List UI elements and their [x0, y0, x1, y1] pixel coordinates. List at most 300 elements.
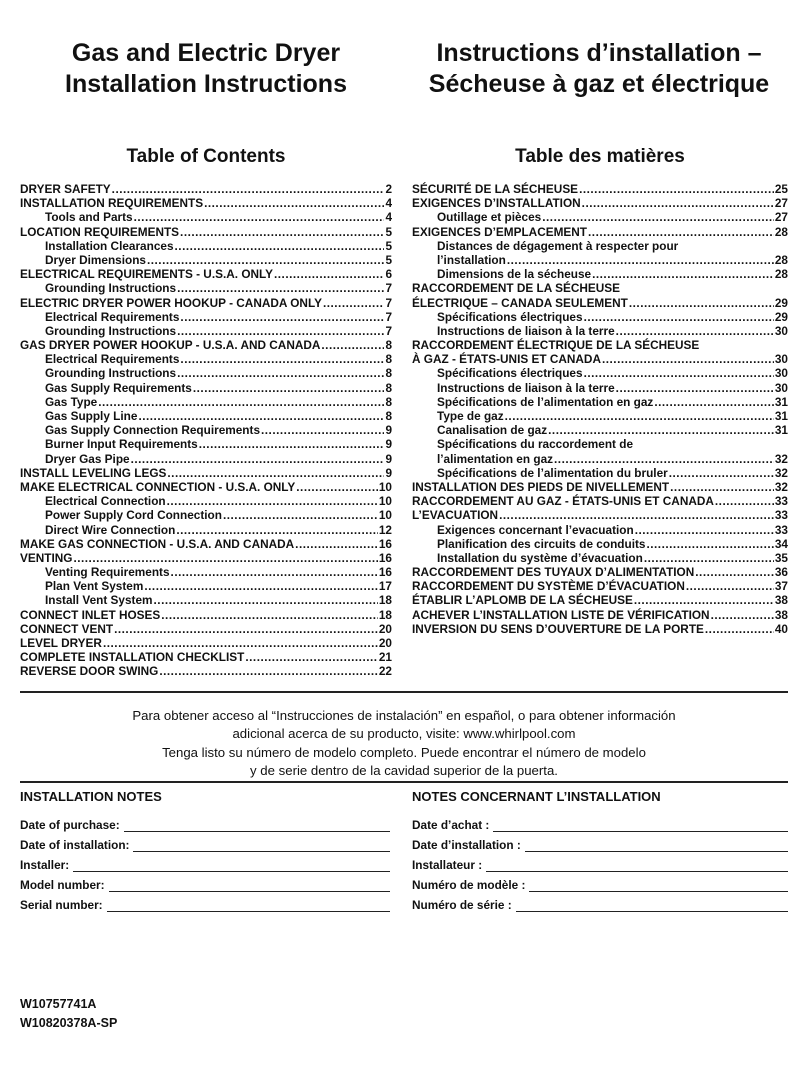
access-notice-line-4: y de serie dentro de la cavidad superior de la puerta. [250, 762, 558, 778]
note-field-label: Model number: [20, 878, 105, 892]
installation-notes-fields-french [412, 812, 788, 912]
toc-entry-page: 16 [378, 550, 392, 565]
toc-entry [20, 565, 392, 579]
toc-entry-page: 27 [774, 196, 788, 211]
toc-entry-page: 8 [385, 366, 392, 381]
note-field-blank-line [529, 881, 788, 892]
toc-entry-title: EXIGENCES D’EMPLACEMENT [412, 224, 588, 239]
toc-entry-page: 2 [385, 182, 392, 196]
toc-entry-page: 10 [378, 508, 392, 523]
toc-leader-dots [161, 608, 378, 622]
toc-leader-dots [147, 253, 384, 267]
toc-entry [20, 551, 392, 565]
toc-entry-title: SÉCURITÉ DE LA SÉCHEUSE [412, 182, 579, 196]
toc-leader-dots [114, 622, 378, 636]
toc-entry-title: RACCORDEMENT DES TUYAUX D’ALIMENTATION [412, 565, 695, 580]
part-numbers [20, 995, 117, 1033]
note-field-label: Date of installation: [20, 838, 130, 852]
toc-entry-title: Planification des circuits de conduits [437, 536, 646, 551]
toc-entry-title: GAS DRYER POWER HOOKUP - U.S.A. AND CANADA [20, 338, 321, 353]
toc-list-french [412, 182, 788, 636]
toc-entry [20, 608, 392, 622]
toc-entry-page: 8 [385, 380, 392, 395]
note-field-label: Date d’achat : [412, 818, 490, 832]
toc-entry [412, 452, 788, 466]
toc-entry [412, 508, 788, 522]
toc-leader-dots [695, 565, 774, 579]
toc-entry-title: COMPLETE INSTALLATION CHECKLIST [20, 650, 245, 665]
toc-leader-dots [199, 437, 385, 451]
note-field-blank-line [73, 861, 390, 872]
toc-leader-dots [644, 551, 774, 565]
toc-entry [20, 239, 392, 253]
toc-entry-page: 4 [385, 196, 392, 211]
toc-entry-title: EXIGENCES D’INSTALLATION [412, 196, 581, 211]
toc-entry [412, 523, 788, 537]
toc-entry [20, 537, 392, 551]
toc-leader-dots [112, 182, 385, 196]
toc-leader-dots [669, 466, 774, 480]
note-field-label: Date of purchase: [20, 818, 120, 832]
toc-entry-page: 20 [378, 621, 392, 636]
toc-entry-page: 25 [774, 182, 788, 196]
toc-entry [412, 196, 788, 210]
toc-entry [412, 395, 788, 409]
toc-entry-page: 30 [774, 380, 788, 395]
note-field-blank-line [486, 861, 788, 872]
toc-leader-dots [295, 537, 378, 551]
title-english-line-2: Installation Instructions [65, 70, 347, 98]
toc-entry-title: RACCORDEMENT ÉLECTRIQUE DE LA SÉCHEUSE [412, 338, 700, 353]
toc-entry [412, 239, 788, 253]
toc-entry-title: Type de gaz [437, 409, 504, 423]
toc-leader-dots [616, 324, 774, 338]
toc-entry [412, 622, 788, 636]
toc-entry-title: À GAZ - ÉTATS-UNIS ET CANADA [412, 352, 601, 367]
toc-entry-page: 8 [385, 352, 392, 367]
toc-entry-page: 37 [774, 579, 788, 594]
toc-entry-title: Dryer Gas Pipe [45, 451, 130, 466]
toc-list-english [20, 182, 392, 679]
toc-leader-dots [507, 253, 774, 267]
toc-entry-title: RACCORDEMENT DE LA SÉCHEUSE [412, 281, 620, 296]
note-field [20, 832, 390, 852]
toc-entry-title: Gas Supply Line [45, 409, 138, 423]
toc-leader-dots [505, 409, 774, 423]
toc-entry-page: 32 [774, 479, 788, 494]
toc-entry [412, 352, 788, 366]
note-field-blank-line [133, 841, 390, 852]
toc-leader-dots [582, 196, 774, 210]
toc-entry [20, 593, 392, 607]
toc-entry [412, 182, 788, 196]
note-field-blank-line [124, 821, 390, 832]
toc-entry [412, 423, 788, 437]
toc-entry-title: MAKE GAS CONNECTION - U.S.A. AND CANADA [20, 536, 295, 551]
access-notice-line-3: Tenga listo su número de modelo completo. Puede encontrar el número de modelo [162, 744, 646, 760]
note-field-label: Installer: [20, 858, 70, 872]
toc-entry-title: Distances de dégagement à respecter pour [437, 238, 679, 253]
toc-entry-page: 29 [774, 309, 788, 324]
toc-entry-title: ELECTRIC DRYER POWER HOOKUP - CANADA ONLY [20, 295, 322, 310]
toc-entry-title: Spécifications de l’alimentation en gaz [437, 394, 654, 409]
toc-entry-title: Outillage et pièces [437, 210, 542, 225]
toc-entry-title: Spécifications électriques [437, 309, 583, 324]
toc-entry-title: Electrical Connection [45, 494, 166, 509]
toc-entry [412, 267, 788, 281]
toc-entry [20, 622, 392, 636]
toc-leader-dots [144, 579, 378, 593]
toc-entry-page: 29 [774, 295, 788, 310]
toc-leader-dots [177, 324, 384, 338]
note-field-blank-line [525, 841, 788, 852]
toc-entry-page: 5 [385, 252, 392, 267]
toc-entry-title: INSTALL LEVELING LEGS [20, 465, 167, 480]
toc-entry-page: 40 [774, 621, 788, 636]
notes-installation-heading-french: NOTES CONCERNANT L’INSTALLATION [412, 789, 661, 804]
note-field [20, 812, 390, 832]
toc-leader-dots [261, 423, 384, 437]
toc-entry-title: Instructions de liaison à la terre [437, 380, 615, 395]
note-field-blank-line [109, 881, 390, 892]
divider-bottom [20, 781, 788, 783]
toc-leader-dots [602, 352, 774, 366]
toc-entry [412, 437, 788, 451]
toc-leader-dots [177, 366, 384, 380]
toc-entry-page: 10 [378, 494, 392, 509]
toc-entry-title: Electrical Requirements [45, 309, 180, 324]
toc-entry [20, 395, 392, 409]
note-field [20, 892, 390, 912]
toc-entry-page: 28 [774, 224, 788, 239]
toc-entry [20, 267, 392, 281]
toc-entry-page: 8 [385, 338, 392, 353]
note-field [412, 852, 788, 872]
toc-entry-page: 21 [378, 650, 392, 665]
note-field [412, 892, 788, 912]
toc-entry-page: 17 [378, 579, 392, 594]
toc-leader-dots [323, 296, 385, 310]
toc-entry [412, 324, 788, 338]
note-field-blank-line [107, 901, 390, 912]
divider-top [20, 691, 788, 693]
toc-entry-page: 16 [378, 536, 392, 551]
toc-entry-page: 20 [378, 636, 392, 650]
toc-entry-title: Gas Type [45, 394, 98, 409]
toc-entry-page: 28 [774, 252, 788, 267]
toc-entry [20, 196, 392, 210]
toc-entry [20, 253, 392, 267]
toc-entry-page: 9 [385, 465, 392, 480]
toc-entry-page: 30 [774, 352, 788, 367]
toc-entry [20, 210, 392, 224]
toc-leader-dots [629, 296, 774, 310]
toc-entry [412, 565, 788, 579]
toc-entry-title: ÉTABLIR L’APLOMB DE LA SÉCHEUSE [412, 593, 633, 608]
toc-entry [20, 523, 392, 537]
toc-entry [20, 352, 392, 366]
toc-leader-dots [499, 508, 774, 522]
toc-entry-title: LOCATION REQUIREMENTS [20, 224, 180, 239]
toc-entry-title: ACHEVER L’INSTALLATION LISTE DE VÉRIFICATION [412, 607, 710, 622]
toc-entry-page: 32 [774, 451, 788, 466]
toc-leader-dots [296, 480, 378, 494]
note-field [20, 852, 390, 872]
toc-leader-dots [634, 593, 774, 607]
toc-entry-page: 5 [385, 238, 392, 253]
toc-leader-dots [131, 452, 385, 466]
toc-entry-title: Instructions de liaison à la terre [437, 323, 615, 338]
toc-entry-page: 30 [774, 323, 788, 338]
toc-entry-title: Spécifications de l’alimentation du bruler [437, 465, 668, 480]
toc-leader-dots [171, 565, 378, 579]
toc-entry-page: 18 [378, 607, 392, 622]
toc-entry-title: INSTALLATION DES PIEDS DE NIVELLEMENT [412, 479, 670, 494]
toc-leader-dots [321, 338, 384, 352]
toc-entry-page: 4 [385, 210, 392, 225]
toc-entry [412, 253, 788, 267]
toc-leader-dots [167, 494, 378, 508]
toc-entry [20, 409, 392, 423]
toc-entry-title: RACCORDEMENT AU GAZ - ÉTATS-UNIS ET CANADA [412, 494, 714, 509]
toc-entry-title: l’alimentation en gaz [437, 451, 554, 466]
toc-entry [20, 310, 392, 324]
toc-entry-page: 8 [385, 394, 392, 409]
note-field-label: Numéro de modèle : [412, 878, 526, 892]
toc-entry-title: Installation du système d’évacuation [437, 550, 643, 565]
toc-entry-page: 36 [774, 565, 788, 580]
toc-leader-dots [274, 267, 384, 281]
toc-entry [20, 452, 392, 466]
toc-leader-dots [103, 636, 378, 650]
toc-entry-title: ÉLECTRIQUE – CANADA SEULEMENT [412, 295, 628, 310]
toc-entry-title: Electrical Requirements [45, 352, 180, 367]
toc-entry [20, 281, 392, 295]
toc-entry [412, 409, 788, 423]
toc-leader-dots [98, 395, 384, 409]
toc-leader-dots [579, 182, 774, 196]
toc-entry [412, 296, 788, 310]
toc-heading-english: Table of Contents [126, 146, 286, 167]
toc-entry-title: Power Supply Cord Connection [45, 508, 222, 523]
toc-entry-title: Installation Clearances [45, 238, 174, 253]
toc-entry-title: Exigences concernant l’evacuation [437, 522, 634, 537]
access-notice-line-2: adicional acerca de su producto, visite: www.whirlpool.com [232, 726, 576, 742]
toc-entry [412, 338, 788, 352]
toc-entry-page: 30 [774, 366, 788, 381]
toc-entry-page: 10 [378, 479, 392, 494]
toc-entry-title: Direct Wire Connection [45, 522, 176, 537]
toc-leader-dots [654, 395, 774, 409]
part-number-english: W10757741A [20, 997, 97, 1011]
toc-entry-page: 38 [774, 607, 788, 622]
toc-entry [412, 579, 788, 593]
toc-leader-dots [711, 608, 774, 622]
toc-leader-dots [134, 210, 385, 224]
toc-leader-dots [670, 480, 774, 494]
toc-entry-page: 7 [385, 323, 392, 338]
toc-leader-dots [584, 366, 774, 380]
toc-entry-page: 38 [774, 593, 788, 608]
toc-entry-title: L’EVACUATION [412, 508, 499, 523]
note-field [412, 832, 788, 852]
toc-entry [20, 324, 392, 338]
toc-entry-page: 7 [385, 309, 392, 324]
note-field-label: Date d’installation : [412, 838, 521, 852]
installation-notes-fields [20, 812, 390, 912]
toc-entry-page: 12 [378, 522, 392, 537]
toc-entry-page: 9 [385, 423, 392, 438]
toc-entry [412, 551, 788, 565]
toc-entry-title: Install Vent System [45, 593, 153, 608]
toc-entry [412, 537, 788, 551]
toc-entry-title: Canalisation de gaz [437, 423, 548, 438]
toc-entry [20, 636, 392, 650]
toc-leader-dots [686, 579, 774, 593]
toc-entry-page: 34 [774, 536, 788, 551]
note-field [412, 872, 788, 892]
toc-entry [412, 480, 788, 494]
toc-entry [412, 593, 788, 607]
toc-leader-dots [73, 551, 377, 565]
toc-leader-dots [223, 508, 378, 522]
access-notice-line-1: Para obtener acceso al “Instrucciones de instalación” en español, o para obtener información [132, 708, 676, 723]
toc-entry-page: 33 [774, 508, 788, 523]
toc-entry-page: 33 [774, 494, 788, 509]
toc-entry-page: 9 [385, 437, 392, 452]
toc-leader-dots [177, 281, 384, 295]
toc-entry [20, 296, 392, 310]
toc-entry-title: Spécifications électriques [437, 366, 583, 381]
note-field-label: Serial number: [20, 898, 103, 912]
toc-leader-dots [705, 622, 774, 636]
toc-entry-title: RACCORDEMENT DU SYSTÈME D’ÉVACUATION [412, 579, 685, 594]
toc-entry-page: 6 [385, 267, 392, 282]
toc-entry-page: 7 [385, 281, 392, 296]
toc-entry-page: 9 [385, 451, 392, 466]
toc-leader-dots [542, 210, 774, 224]
toc-entry [20, 423, 392, 437]
toc-leader-dots [646, 537, 773, 551]
toc-entry-title: Plan Vent System [45, 579, 144, 594]
toc-entry [20, 437, 392, 451]
toc-entry [20, 508, 392, 522]
toc-leader-dots [180, 225, 384, 239]
toc-entry [412, 281, 788, 295]
toc-entry [20, 366, 392, 380]
note-field-blank-line [493, 821, 788, 832]
toc-entry-page: 32 [774, 465, 788, 480]
title-english-line-1: Gas and Electric Dryer [71, 39, 341, 67]
toc-leader-dots [180, 352, 384, 366]
toc-entry-page: 7 [385, 295, 392, 310]
installation-notes-heading: INSTALLATION NOTES [20, 789, 162, 804]
toc-entry [412, 494, 788, 508]
title-french [406, 38, 792, 100]
toc-entry-page: 27 [774, 210, 788, 225]
toc-leader-dots [175, 239, 385, 253]
toc-entry-page: 18 [378, 593, 392, 608]
toc-entry-page: 31 [774, 423, 788, 438]
toc-entry-page: 16 [378, 565, 392, 580]
toc-entry-page: 33 [774, 522, 788, 537]
toc-entry-title: Spécifications du raccordement de [437, 437, 634, 452]
note-field [412, 812, 788, 832]
toc-entry-title: CONNECT INLET HOSES [20, 607, 161, 622]
toc-leader-dots [616, 381, 774, 395]
toc-entry [412, 366, 788, 380]
toc-leader-dots [159, 664, 378, 678]
toc-leader-dots [588, 225, 774, 239]
note-field [20, 872, 390, 892]
toc-leader-dots [592, 267, 774, 281]
toc-entry-title: l’installation [437, 252, 506, 267]
toc-entry-title: INVERSION DU SENS D’OUVERTURE DE LA PORTE [412, 621, 704, 636]
toc-entry-title: Burner Input Requirements [45, 437, 198, 452]
toc-leader-dots [554, 452, 774, 466]
toc-entry-title: Grounding Instructions [45, 366, 177, 381]
note-field-blank-line [516, 901, 788, 912]
toc-entry-page: 31 [774, 394, 788, 409]
toc-leader-dots [584, 310, 774, 324]
toc-entry-title: Gas Supply Connection Requirements [45, 423, 260, 438]
toc-entry-title: Tools and Parts [45, 210, 133, 225]
toc-entry-title: VENTING [20, 550, 73, 565]
toc-leader-dots [176, 523, 378, 537]
toc-entry-title: MAKE ELECTRICAL CONNECTION - U.S.A. ONLY [20, 479, 296, 494]
toc-entry [20, 494, 392, 508]
toc-entry [412, 608, 788, 622]
toc-entry [20, 480, 392, 494]
toc-leader-dots [180, 310, 384, 324]
toc-entry [412, 466, 788, 480]
toc-entry-title: CONNECT VENT [20, 621, 114, 636]
toc-leader-dots [548, 423, 774, 437]
toc-entry [20, 182, 392, 196]
toc-leader-dots [167, 466, 384, 480]
toc-leader-dots [154, 593, 378, 607]
part-number-spanish: W10820378A-SP [20, 1016, 118, 1030]
toc-entry-title: Venting Requirements [45, 565, 170, 580]
toc-leader-dots [138, 409, 384, 423]
toc-entry-page: 5 [385, 224, 392, 239]
toc-entry [20, 664, 392, 678]
toc-entry-page: 35 [774, 550, 788, 565]
toc-entry-title: Dryer Dimensions [45, 252, 146, 267]
toc-entry-title: INSTALLATION REQUIREMENTS [20, 196, 204, 211]
toc-entry [20, 338, 392, 352]
toc-entry [20, 381, 392, 395]
toc-entry-title: Dimensions de la sécheuse [437, 267, 592, 282]
toc-leader-dots [635, 523, 774, 537]
title-english [20, 38, 392, 100]
note-field-label: Installateur : [412, 858, 483, 872]
toc-entry [412, 225, 788, 239]
toc-entry-page: 8 [385, 409, 392, 423]
toc-heading-french: Table des matières [515, 146, 685, 167]
toc-entry [412, 210, 788, 224]
toc-entry [412, 381, 788, 395]
toc-leader-dots [204, 196, 384, 210]
toc-entry-title: LEVEL DRYER [20, 636, 102, 650]
toc-leader-dots [715, 494, 774, 508]
toc-leader-dots [193, 381, 385, 395]
title-french-line-1: Instructions d’installation – [436, 39, 762, 67]
toc-entry-title: Grounding Instructions [45, 281, 177, 296]
toc-entry-title: Gas Supply Requirements [45, 380, 192, 395]
toc-entry-title: Grounding Instructions [45, 323, 177, 338]
toc-entry-title: ELECTRICAL REQUIREMENTS - U.S.A. ONLY [20, 267, 273, 282]
